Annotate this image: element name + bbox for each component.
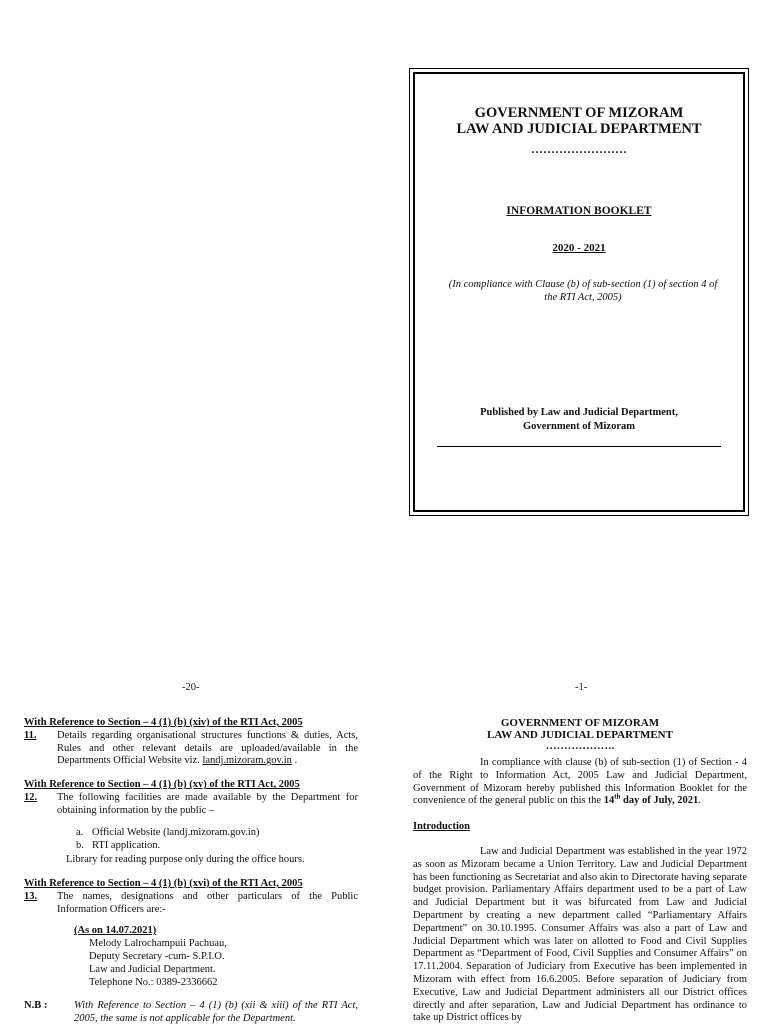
right-page-title [413, 717, 747, 742]
officer-name: Melody Lalrochampuii Pachuau, [89, 938, 227, 950]
para1-day: 14 [603, 795, 615, 807]
item-text: The names, designations and other particulars of the Public Information Officers are:- [57, 890, 358, 915]
compliance-paragraph [413, 757, 747, 808]
section-heading-xv: With Reference to Section – 4 (1) (b) (xv) of the RTI Act, 2005 [24, 779, 300, 791]
section-heading-xvi: With Reference to Section – 4 (1) (b) (xvi) of the RTI Act, 2005 [24, 877, 303, 889]
cover-divider [437, 446, 721, 447]
cover-title [415, 106, 743, 138]
website-link[interactable]: landj.mizoram.gov.in [202, 755, 292, 767]
cover-compliance-note: (In compliance with Clause (b) of sub-section (1) of section 4 of the RTI Act, 2005) [448, 279, 718, 303]
page-number-right: -1- [575, 682, 588, 693]
list-marker: a. [76, 826, 84, 838]
item-text [57, 730, 358, 768]
right-page-dots: ………………. [545, 739, 615, 752]
item-number: 12. [24, 791, 38, 803]
list-text: Official Website (landj.mizoram.gov.in) [92, 826, 260, 838]
cover-year: 2020 - 2021 [552, 242, 606, 254]
as-on-date: (As on 14.07.2021) [74, 925, 157, 937]
item-13 [24, 891, 358, 917]
para1-date [603, 792, 699, 807]
page-number-left: -20- [182, 682, 200, 693]
introduction-heading: Introduction [413, 821, 470, 833]
item-11-text-pre: Details regarding organisational structures functions & duties, Acts, Rules and other relevant details are uploaded/available in the Departments Official Website viz. [57, 729, 358, 767]
list-marker: b. [76, 840, 84, 852]
officer-details [89, 938, 358, 989]
note-block [24, 1000, 358, 1026]
para1-end: . [698, 795, 701, 807]
introduction-paragraph: Law and Judicial Department was established in the year 1972 as soon as Mizoram became a Union Territory. Law and Judicial Department has been functioning as Secretariat and also akin to Directorate having separate budget provision. Parliamentary Affairs department used to be a part of Law and Judicial Department but it was bifurcated from Law and Judicial Department by creating a new department called “Parliamentary Affairs Department” on 30.10.1995. Consumer Affairs was also a part of Law and Judicial Department which was later on allotted to Food and Civil Supplies Department as “Department of Food, Civil Supplies and Consumer Affairs” on 17.11.2004. Separation of Judiciary from Executive has been implemented in Mizoram with effect from 16.6.2005. Before separation of Judiciary from Executive, Law and Judicial Department administers all our District offices directly and after separation, Law and Judicial Department has ordinance to take up District offices by [413, 846, 747, 1024]
section-heading-xiv: With Reference to Section – 4 (1) (b) (xiv) of the RTI Act, 2005 [24, 717, 303, 728]
item-11-text-post: . [291, 755, 298, 767]
officer-designation: Deputy Secretary -cum- S.P.I.O. [89, 950, 225, 962]
item-number: 11. [24, 729, 37, 741]
note-label: N.B : [24, 1000, 48, 1012]
list-text: RTI application. [92, 840, 161, 852]
para1-day-rest: day of July, 2021 [620, 795, 699, 807]
list-item [76, 840, 358, 853]
para1-day-suffix: th [614, 792, 621, 801]
right-title-line2: LAW AND JUDICIAL DEPARTMENT [487, 729, 673, 742]
item-11 [24, 730, 358, 768]
cover-publisher-line2: Government of Mizoram [523, 420, 635, 432]
officer-department: Law and Judicial Department. [89, 963, 216, 975]
item-number: 13. [24, 890, 38, 902]
cover-publisher [415, 406, 743, 433]
cover-booklet-heading: INFORMATION BOOKLET [506, 205, 652, 217]
cover-page-frame [409, 68, 749, 516]
right-title-line1: GOVERNMENT OF MIZORAM [500, 717, 660, 729]
cover-title-line2: LAW AND JUDICIAL DEPARTMENT [456, 120, 702, 137]
note-text: With Reference to Section – 4 (1) (b) (xii & xiii) of the RTI Act, 2005, the same is not applicable for the Department. [74, 1000, 358, 1025]
cover-publisher-line1: Published by Law and Judicial Department, [480, 407, 678, 418]
item-text: The following facilities are made available by the Department for obtaining information by the public – [57, 791, 358, 816]
list-item [76, 827, 358, 840]
cover-title-line1: GOVERNMENT OF MIZORAM [474, 105, 684, 121]
cover-page-inner-frame [413, 72, 745, 512]
officer-block [74, 925, 358, 989]
library-note: Library for reading purpose only during the office hours. [66, 854, 305, 866]
right-page-content [413, 717, 747, 1025]
facilities-list [76, 827, 358, 854]
left-page-content [24, 717, 358, 1026]
para1-text: In compliance with clause (b) of sub-section (1) of Section - 4 of the Right to Information Act, 2005 Law and Judicial Department, Government of Mizoram hereby published this Information Booklet for the convenience of the general public on this the [413, 757, 747, 807]
officer-telephone: Telephone No.: 0389-2336662 [89, 976, 218, 988]
item-12 [24, 792, 358, 818]
cover-dots: …………………… [531, 142, 627, 156]
